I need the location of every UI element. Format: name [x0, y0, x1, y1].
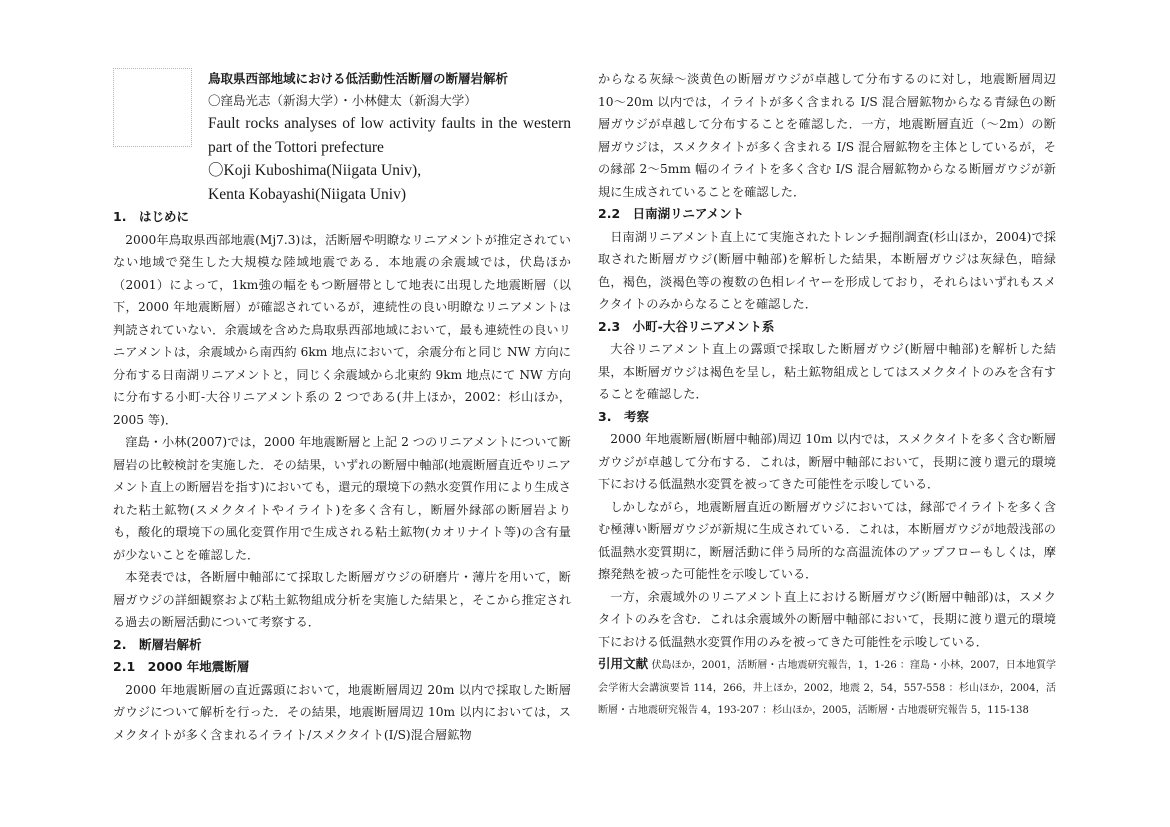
references-text: 伏島ほか，2001，活断層・古地震研究報告，1，1-26 ：窪島・小林，2007，日本地質学会学術大会講演要旨 114，266，井上ほか，2002，地震 2，54，557-558 ：杉山ほか，2004，活断層・古地震研究報告 4，193-207 ：杉山ほか，2005，活断層・古地震研究報告 5，115-138 — [598, 660, 1056, 716]
section-2-1-paragraph-start: 2000 年地震断層の直近露頭において，地震断層周辺 20m 以内で採取した断層ガウジについて解析を行った．その結果，地震断層周辺 10m 以内においては，スメクタイトが多く含まれるイライト/スメクタイト(I/S)混合層鉱物 — [113, 682, 571, 742]
section-2-1-paragraph-continued: からなる灰緑～淡黄色の断層ガウジが卓越して分布するのに対し，地震断層周辺 10～20m 以内では，イライトが多く含まれる I/S 混合層鉱物からなる青緑色の断層ガウジが卓越して分布することを確認した．一方，地震断層直近（～2m）の断層ガウジは，スメクタイトが多く含まれる I/S 混合層鉱物を主体としているが，その縁部 2～5mm 幅のイライトを多く含む I/S 混合層鉱物からなる断層ガウジが新規に生成されていることを確認した． — [598, 72, 1056, 199]
title-block — [208, 68, 571, 206]
english-author-1: 〇Koji Kuboshima(Niigata Univ), — [208, 162, 422, 179]
section-1-paragraph-2: 窪島・小林(2007)では，2000 年地震断層と上記 2 つのリニアメントについて断層岩の比較検討を実施した．その結果，いずれの断層中軸部(地震断層直近やリニアメント直上の断層岩を指す)においても，還元的環境下の熱水変質作用により生成された粘土鉱物(スメクタイトやイライト)を多く含有し，断層外縁部の断層岩よりも，酸化的環境下の風化変質作用で生成される粘土鉱物(カオリナイト等)の含有量が少ないことを確認した． — [113, 435, 571, 562]
left-column — [113, 68, 571, 746]
section-2-3-heading: 2.3 小町-大谷リニアメント系 — [598, 318, 775, 334]
section-3-paragraph-3: 一方，余震域外のリニアメント直上における断層ガウジ(断層中軸部)は，スメクタイトのみを含む．これは余震域外の断層中軸部において，長期に渡り還元的環境下における低温熱水変質作用のみを被ってきた可能性を示唆している． — [598, 589, 1056, 649]
references — [598, 653, 1056, 723]
english-title: Fault rocks analyses of low activity faults in the western part of the Tottori prefecture — [208, 115, 571, 156]
japanese-title: 鳥取県西部地域における低活動性活断層の断層岩解析 — [208, 71, 509, 86]
section-2-2-paragraph: 日南湖リニアメント直上にて実施されたトレンチ掘削調査(杉山ほか，2004)で採取された断層ガウジ(断層中軸部)を解析した結果，本断層ガウジは灰緑色，暗緑色，褐色，淡褐色等の複数の色相レイヤーを形成しており，それらはいずれもスメクタイトのみからなることを確認した． — [598, 229, 1056, 311]
section-3-paragraph-1: 2000 年地震断層(断層中軸部)周辺 10m 以内では，スメクタイトを多く含む断層ガウジが卓越して分布する．これは，断層中軸部において，長期に渡り還元的環境下における低温熱水変質を被ってきた可能性を示唆している． — [598, 432, 1056, 491]
right-column — [598, 68, 1056, 723]
section-2-3-paragraph: 大谷リニアメント直上の露頭で採取した断層ガウジ(断層中軸部)を解析した結果，本断層ガウジは褐色を呈し，粘土鉱物組成としてはスメクタイトのみを含有することを確認した． — [598, 342, 1056, 401]
section-2-heading: 2. 断層岩解析 — [113, 636, 202, 652]
section-1-paragraph-3: 本発表では，各断層中軸部にて採取した断層ガウジの研磨片・薄片を用いて，断層ガウジの詳細観察および粘土鉱物組成分析を実施した結果と，そこから推定される過去の断層活動について考察する． — [113, 570, 571, 629]
japanese-authors: 〇窪島光志（新潟大学）・小林健太（新潟大学） — [208, 93, 477, 108]
section-3-heading: 3. 考察 — [598, 408, 649, 424]
logo-placeholder — [113, 68, 192, 147]
section-1-heading: 1. はじめに — [113, 209, 189, 224]
english-author-2: Kenta Kobayashi(Niigata Univ) — [208, 185, 406, 203]
section-2-2-heading: 2.2 日南湖リニアメント — [598, 206, 745, 221]
section-2-1-heading: 2.1 2000 年地震断層 — [113, 659, 250, 674]
section-3-paragraph-2: しかしながら，地震断層直近の断層ガウジにおいては，縁部でイライトを多く含む極薄い断層ガウジが新規に生成されている．これは，本断層ガウジが地殻浅部の低温熱水変質期に，断層活動に伴う局所的な高温流体のアップフローもしくは，摩擦発熱を被った可能性を示唆している． — [598, 499, 1056, 581]
references-heading: 引用文献 — [598, 656, 649, 671]
section-1-paragraph-1: 2000年鳥取県西部地震(Mj7.3)は，活断層や明瞭なリニアメントが推定されていない地域で発生した大規模な陸域地震である．本地震の余震域では，伏島ほか（2001）によって，1km強の幅をもつ断層帯として地表に出現した地震断層（以下，2000 年地震断層）が確認されているが，連続性の良い明瞭なリニアメントは判読されていない．余震域を含めた鳥取県西部地域において，最も連続性の良いリニアメントは，余震域から南西約 6km 地点において，余震分布と同じ NW 方向に分布する日南湖リニアメントと，同じく余震域から北東約 9km 地点にて NW 方向に分布する小町-大谷リニアメント系の 2 つである(井上ほか，2002：杉山ほか，2005 等)． — [113, 232, 571, 427]
